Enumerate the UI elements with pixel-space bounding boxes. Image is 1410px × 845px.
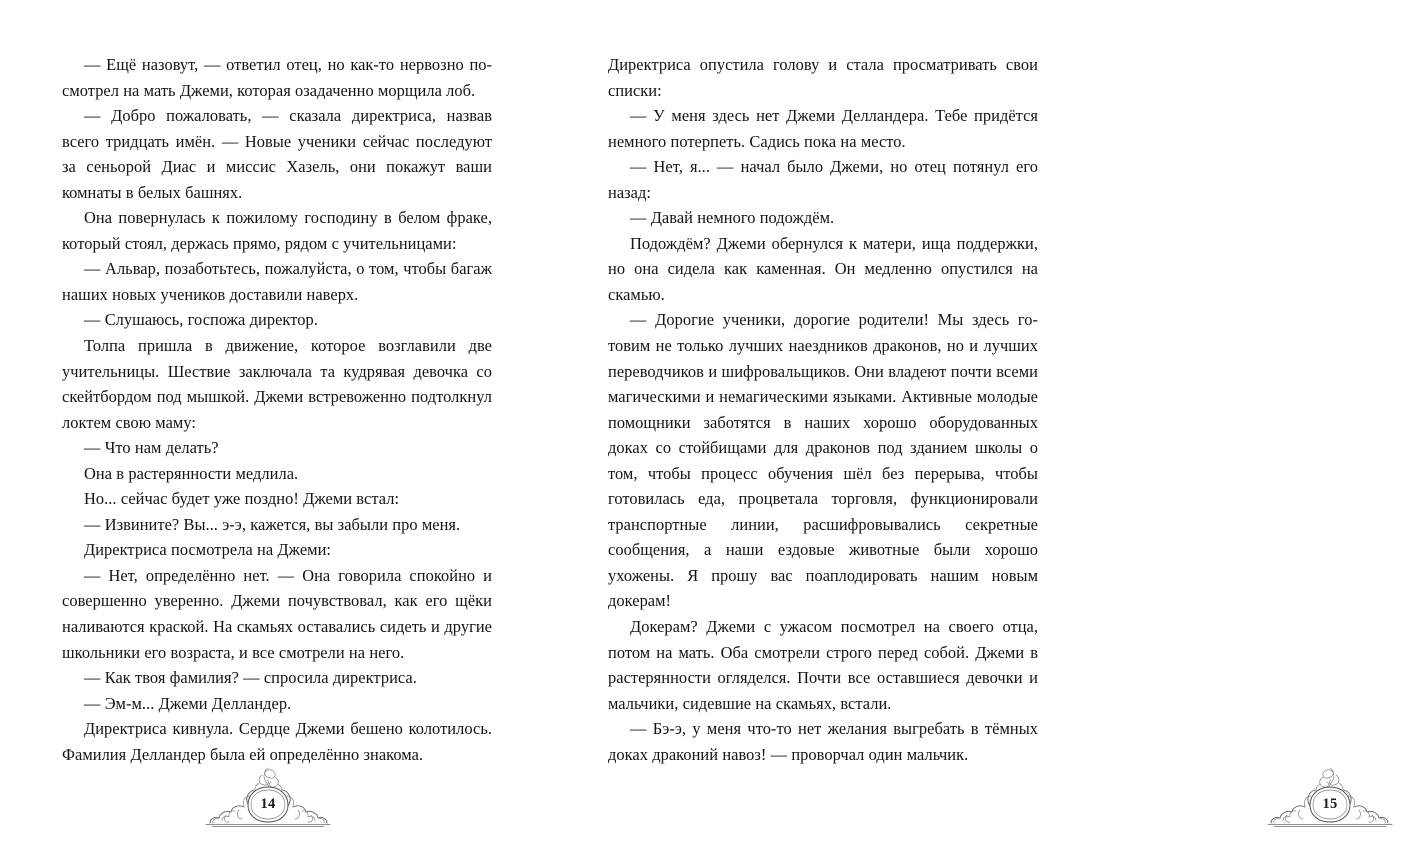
paragraph: — У меня здесь нет Джеми Делландера. Тебе придётся немного потерпеть. Садись пока на место.: [608, 106, 1038, 151]
paragraph: — Ещё назовут, — ответил отец, но как-то нервозно посмотрел на мать Джеми, которая озадаченно морщила лоб.: [62, 55, 492, 100]
paragraph: — Бэ-э, у меня что-то нет желания выгребать в тёмных доках драконий навоз! — проворчал один мальчик.: [608, 719, 1038, 764]
paragraph: — Эм-м... Джеми Делландер.: [84, 693, 292, 713]
paragraph: Докерам? Джеми с ужасом посмотрел на своего отца, потом на мать. Оба смотрели строго перед собой. Джеми в растерянности огляделся. Почти все оставшиеся девочки и мальчики, сидевшие на скамьях, встали.: [608, 617, 1038, 713]
paragraph: Она повернулась к пожилому господину в белом фраке, который стоял, держась прямо, рядом с учительницами:: [62, 208, 492, 253]
left-page-textblock: [62, 52, 492, 767]
right-page-textblock: [608, 52, 1038, 767]
paragraph: Толпа пришла в движение, которое возглавили две учительницы. Шествие заключала та кудрявая девочка со скейтбордом под мышкой. Джеми встревоженно подтолкнул локтем свою маму:: [62, 336, 492, 432]
paragraph: — Альвар, позаботьтесь, пожалуйста, о том, чтобы багаж наших новых учеников доставили наверх.: [62, 259, 492, 304]
paragraph: — Слушаюсь, госпожа директор.: [84, 310, 318, 330]
page-number: 14: [260, 796, 276, 812]
paragraph: Директриса посмотрела на Джеми:: [84, 540, 331, 560]
paragraph: Она в растерянности медлила.: [84, 463, 299, 483]
page-number: 15: [1322, 796, 1338, 812]
left-page: [0, 0, 550, 845]
paragraph: Директриса кивнула. Сердце Джеми бешено колотилось. Фамилия Делландер была ей определённо знакома.: [62, 719, 492, 764]
paragraph: — Добро пожаловать, — сказала директриса, назвав всего тридцать имён. — Новые ученики сейчас последуют за сеньорой Диас и миссис Хазель, они покажут ваши комнаты в белых башнях.: [62, 106, 492, 202]
paragraph: — Нет, я... — начал было Джеми, но отец потянул его назад:: [608, 157, 1038, 202]
left-page-folio: [188, 763, 348, 831]
paragraph: Директриса опустила голову и стала просматривать свои списки:: [608, 55, 1038, 100]
right-page-folio: [1250, 763, 1410, 831]
right-page: [550, 0, 1338, 845]
paragraph: — Что нам делать?: [84, 438, 219, 458]
paragraph: Но... сейчас будет уже поздно! Джеми встал:: [84, 489, 400, 509]
paragraph: — Дорогие ученики, дорогие родители! Мы здесь готовим не только лучших наездников драконов, но и лучших переводчиков и шифровальщиков. Они владеют почти всеми магическими и немагическими языками. Активные молодые помощники заботятся в наших хорошо оборудованных доках со стойбищами для драконов под зданием школы о том, чтобы процесс обучения шёл без перерыва, чтобы готовилась еда, процветала торговля, функционировали транспортные линии, расшифровывались секретные сообщения, а наши ездовые животные были хорошо ухожены. Я прошу вас поаплодировать нашим новым докерам!: [608, 310, 1038, 611]
paragraph: — Как твоя фамилия? — спросила директриса.: [84, 668, 417, 688]
paragraph: Подождём? Джеми обернулся к матери, ища поддержки, но она сидела как каменная. Он медленно опустился на скамью.: [608, 233, 1038, 304]
paragraph: — Извините? Вы... э-э, кажется, вы забыли про меня.: [84, 514, 461, 534]
paragraph: — Давай немного подождём.: [630, 208, 835, 228]
paragraph: — Нет, определённо нет. — Она говорила спокойно и совершенно уверенно. Джеми почувствовал, как его щёки наливаются краской. На скамьях оставались сидеть и другие школьники его возраста, и все смотрели на него.: [62, 565, 492, 662]
